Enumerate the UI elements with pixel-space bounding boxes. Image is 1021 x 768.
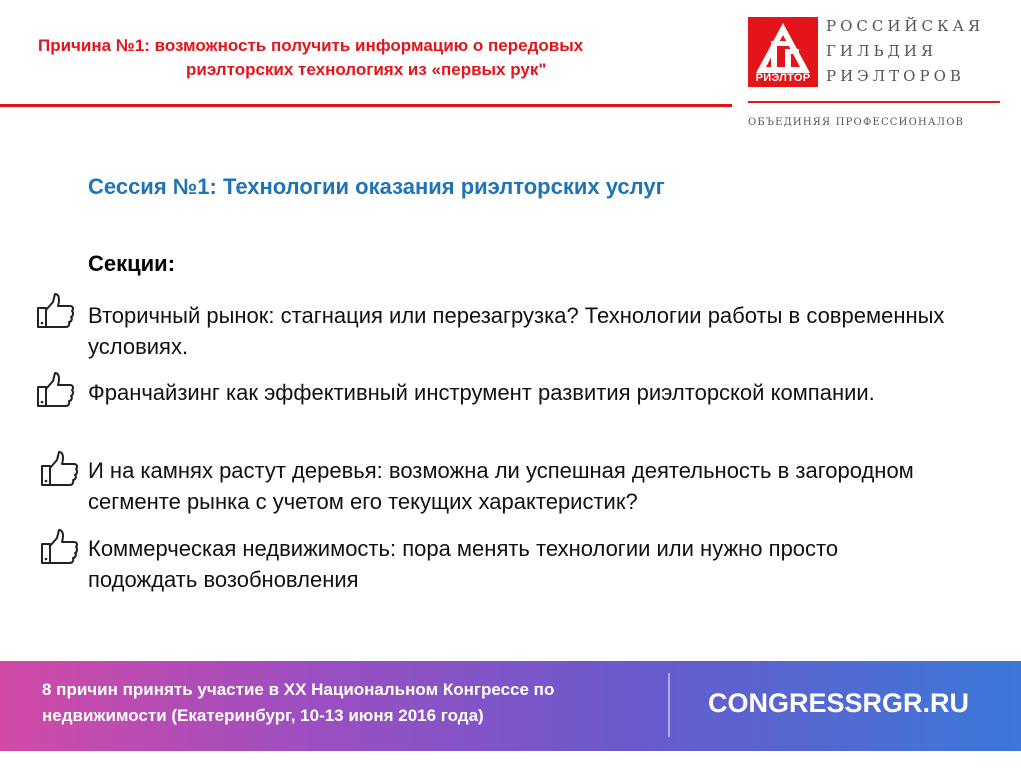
guild-name-line-2: ГИЛЬДИЯ [826,42,938,60]
slide-header-title [38,34,738,82]
guild-name-line-3: РИЭЛТОРОВ [826,67,965,85]
logo-badge-text: РИЭЛТОР [755,72,811,84]
footer-text-line-1: 8 причин принять участие в XX Национальном Конгрессе по [42,680,555,699]
footer-text-line-2: недвижимости (Екатеринбург, 10-13 июня 2016 года) [42,706,484,725]
header-title-line-1: Причина №1: возможность получить информацию о передовых [38,36,584,55]
thumbs-up-icon [36,292,76,330]
logo-divider [748,101,1000,103]
session-title: Сессия №1: Технологии оказания риэлторских услуг [88,174,665,199]
footer-divider [668,673,670,737]
header-title-line-2: риэлторских технологиях из «первых рук" [186,60,547,79]
congress-website-link[interactable]: CONGRESSRGR.RU [708,688,970,718]
section-item-4: Коммерческая недвижимость: пора менять технологии или нужно просто подождать возобновления [88,536,839,592]
footer-text [42,677,554,729]
guild-name-line-1: РОССИЙСКАЯ [826,17,985,35]
sections-heading: Секции: [88,251,176,276]
section-item-2: Франчайзинг как эффективный инструмент развития риэлторской компании. [88,380,875,405]
section-item-1: Вторичный рынок: стагнация или перезагрузка? Технологии работы в современных условиях. [88,303,945,359]
thumbs-up-icon [40,528,80,566]
section-item-3: И на камнях растут деревья: возможна ли успешная деятельность в загородном сегменте рынка с учетом его текущих характеристик? [88,458,914,514]
footer-banner [0,661,1021,751]
guild-name [826,14,984,89]
guild-logo [748,17,818,87]
thumbs-up-icon [40,450,80,488]
guild-motto: ОБЪЕДИНЯЯ ПРОФЕССИОНАЛОВ [748,117,965,128]
header-divider [0,104,732,107]
thumbs-up-icon [36,371,76,409]
